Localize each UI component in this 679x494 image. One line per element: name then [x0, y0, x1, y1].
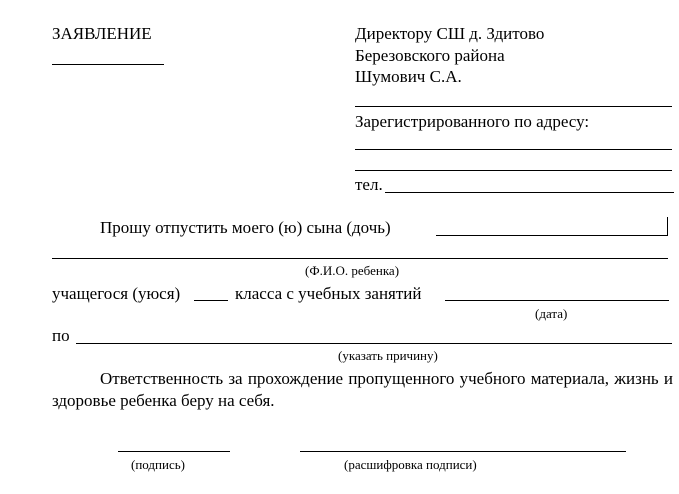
class-label: класса с учебных занятий [235, 284, 422, 303]
request-text: Прошу отпустить моего (ю) сына (дочь) [100, 218, 391, 237]
signature-decoding-line [300, 451, 626, 452]
signature-line [118, 451, 230, 452]
reason-hint: (указать причину) [338, 348, 438, 363]
signature-hint: (подпись) [131, 457, 185, 472]
reason-prefix: по [52, 326, 70, 345]
responsibility-paragraph: Ответственность за прохождение пропущенного учебного материала, жизнь и здоровье ребенка беру на себя. [52, 369, 673, 410]
child-name-line-2 [52, 258, 668, 259]
student-label: учащегося (уюся) [52, 284, 181, 303]
registered-address-label: Зарегистрированного по адресу: [355, 112, 590, 131]
addressee-line-3: Шумович С.А. [355, 67, 462, 86]
class-number-line [194, 300, 228, 301]
title-number-line [52, 64, 164, 65]
address-line-2 [355, 170, 672, 171]
address-line-1 [355, 149, 672, 150]
addressee-line-2: Березовского района [355, 46, 505, 65]
date-line [445, 300, 669, 301]
applicant-name-line [355, 106, 672, 107]
signature-decoding-hint: (расшифровка подписи) [344, 457, 477, 472]
child-name-line-1 [436, 235, 668, 236]
reason-line [76, 343, 672, 344]
addressee-line-1: Директору СШ д. Здитово [355, 24, 545, 43]
child-name-hint: (Ф.И.О. ребенка) [305, 263, 400, 278]
date-hint: (дата) [535, 306, 568, 321]
phone-label: тел. [355, 175, 383, 194]
cursor-mark [667, 217, 668, 235]
phone-line [385, 192, 674, 193]
document-title: ЗАЯВЛЕНИЕ [52, 24, 152, 43]
